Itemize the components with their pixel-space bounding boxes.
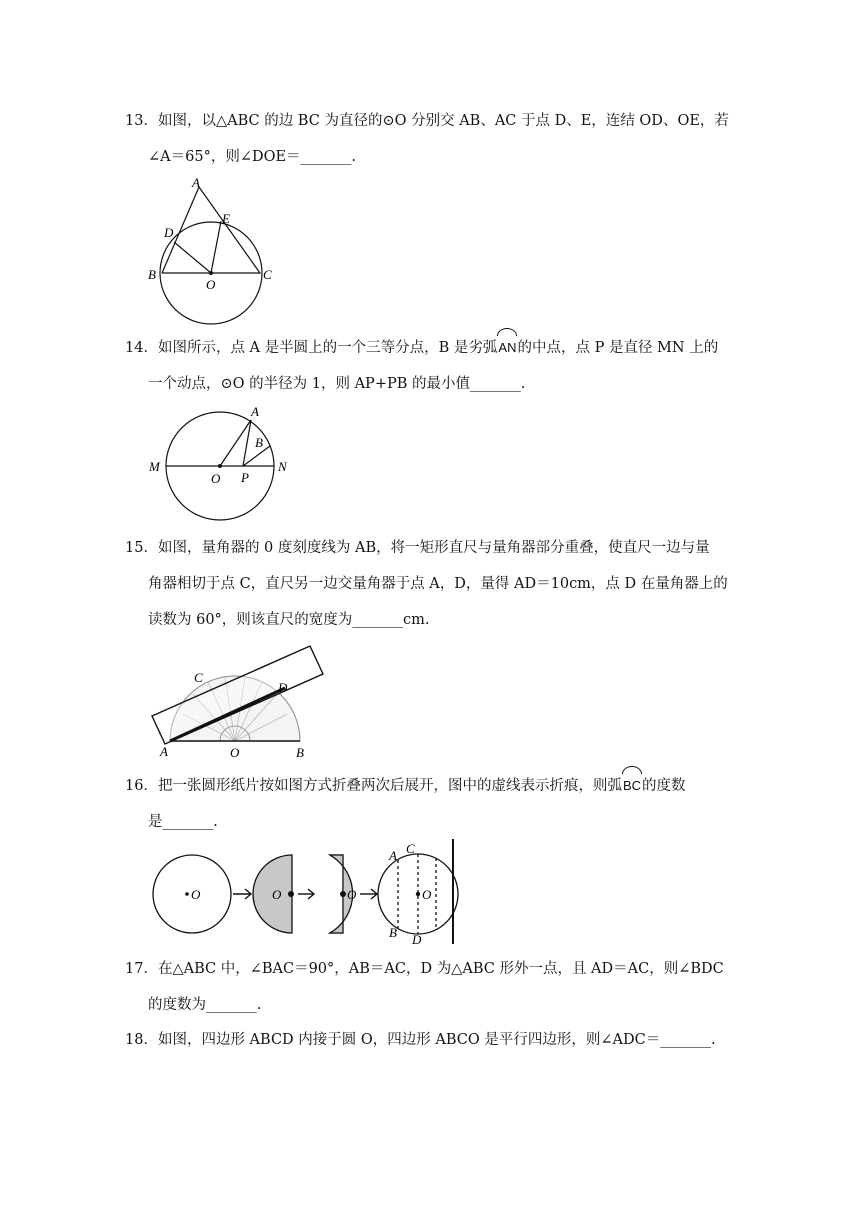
center-dot xyxy=(218,464,222,468)
label-a: A xyxy=(160,744,168,759)
question-number: 13． xyxy=(125,113,158,129)
arc-bc: BC xyxy=(622,768,642,804)
figure-16-folding xyxy=(150,837,460,947)
question-16 xyxy=(125,768,737,840)
label-e: E xyxy=(222,211,230,226)
question-number: 16． xyxy=(125,778,158,794)
label-o: O xyxy=(206,277,216,292)
label-p: P xyxy=(241,470,249,485)
label-a: A xyxy=(389,848,397,863)
question-number: 18． xyxy=(125,1032,158,1048)
label-o: O xyxy=(230,745,240,760)
question-text: 读数为 60°，则该直尺的宽度为_______cm. xyxy=(148,612,430,628)
label-n: N xyxy=(278,459,287,474)
segment-oe xyxy=(211,221,221,273)
question-text: 的度数 xyxy=(642,778,686,794)
question-17 xyxy=(125,951,737,1023)
figure-13-circle-triangle xyxy=(140,175,290,325)
label-c: C xyxy=(194,670,203,685)
question-text: 如图，以△ABC 的边 BC 为直径的⊙O 分别交 AB、AC 于点 D、E，连结 OD、OE，若 xyxy=(157,113,729,129)
question-text: 的度数为_______. xyxy=(148,997,262,1013)
label-b: B xyxy=(148,267,156,282)
figure-14-circle xyxy=(145,403,295,523)
label-c: C xyxy=(406,841,415,856)
triangle-abc xyxy=(162,187,260,273)
label-m: M xyxy=(149,459,160,474)
figure-15-protractor-ruler xyxy=(150,640,325,765)
arc-an: AN xyxy=(497,330,517,366)
segment-oa xyxy=(220,420,251,466)
segment-od xyxy=(174,242,211,273)
question-text: 在△ABC 中，∠BAC＝90°，AB＝AC，D 为△ABC 形外一点，且 AD＝AC，则∠BDC xyxy=(157,961,724,977)
question-text: ∠A＝65°，则∠DOE＝_______. xyxy=(148,149,356,165)
question-text: 如图，四边形 ABCD 内接于圆 O，四边形 ABCO 是平行四边形，则∠ADC＝_______. xyxy=(157,1032,716,1048)
question-text: 角器相切于点 C，直尺另一边交量角器于点 A，D，量得 AD＝10cm，点 D 在量角器上的 xyxy=(148,576,728,592)
question-13 xyxy=(125,103,737,175)
question-number: 17． xyxy=(125,961,158,977)
question-text: 的中点，点 P 是直径 MN 上的 xyxy=(517,340,719,356)
label-b: B xyxy=(255,435,263,450)
label-b: B xyxy=(296,745,304,760)
question-text: 如图，量角器的 0 度刻度线为 AB，将一矩形直尺与量角器部分重叠，使直尺一边与量 xyxy=(157,540,710,556)
question-18 xyxy=(125,1022,737,1058)
label-a: A xyxy=(192,175,200,190)
center-dot xyxy=(209,271,213,275)
label-o: O xyxy=(422,887,432,902)
label-d: D xyxy=(278,680,288,695)
question-text: 是_______. xyxy=(148,814,218,830)
label-o: O xyxy=(211,471,221,486)
question-text: 如图所示，点 A 是半圆上的一个三等分点，B 是劣弧 xyxy=(157,340,498,356)
label-o: O xyxy=(191,887,201,902)
question-text: 一个动点，⊙O 的半径为 1，则 AP+PB 的最小值_______. xyxy=(148,376,526,392)
label-d: D xyxy=(164,225,174,240)
question-text: 把一张圆形纸片按如图方式折叠两次后展开，图中的虚线表示折痕，则弧 xyxy=(157,778,622,794)
label-b: B xyxy=(389,925,397,940)
question-number: 15． xyxy=(125,540,158,556)
label-c: C xyxy=(263,267,272,282)
label-a: A xyxy=(251,404,259,419)
question-14 xyxy=(125,330,737,402)
label-o: O xyxy=(347,887,357,902)
label-d: D xyxy=(412,932,422,947)
question-15 xyxy=(125,530,737,638)
label-o: O xyxy=(272,887,282,902)
question-number: 14． xyxy=(125,340,158,356)
